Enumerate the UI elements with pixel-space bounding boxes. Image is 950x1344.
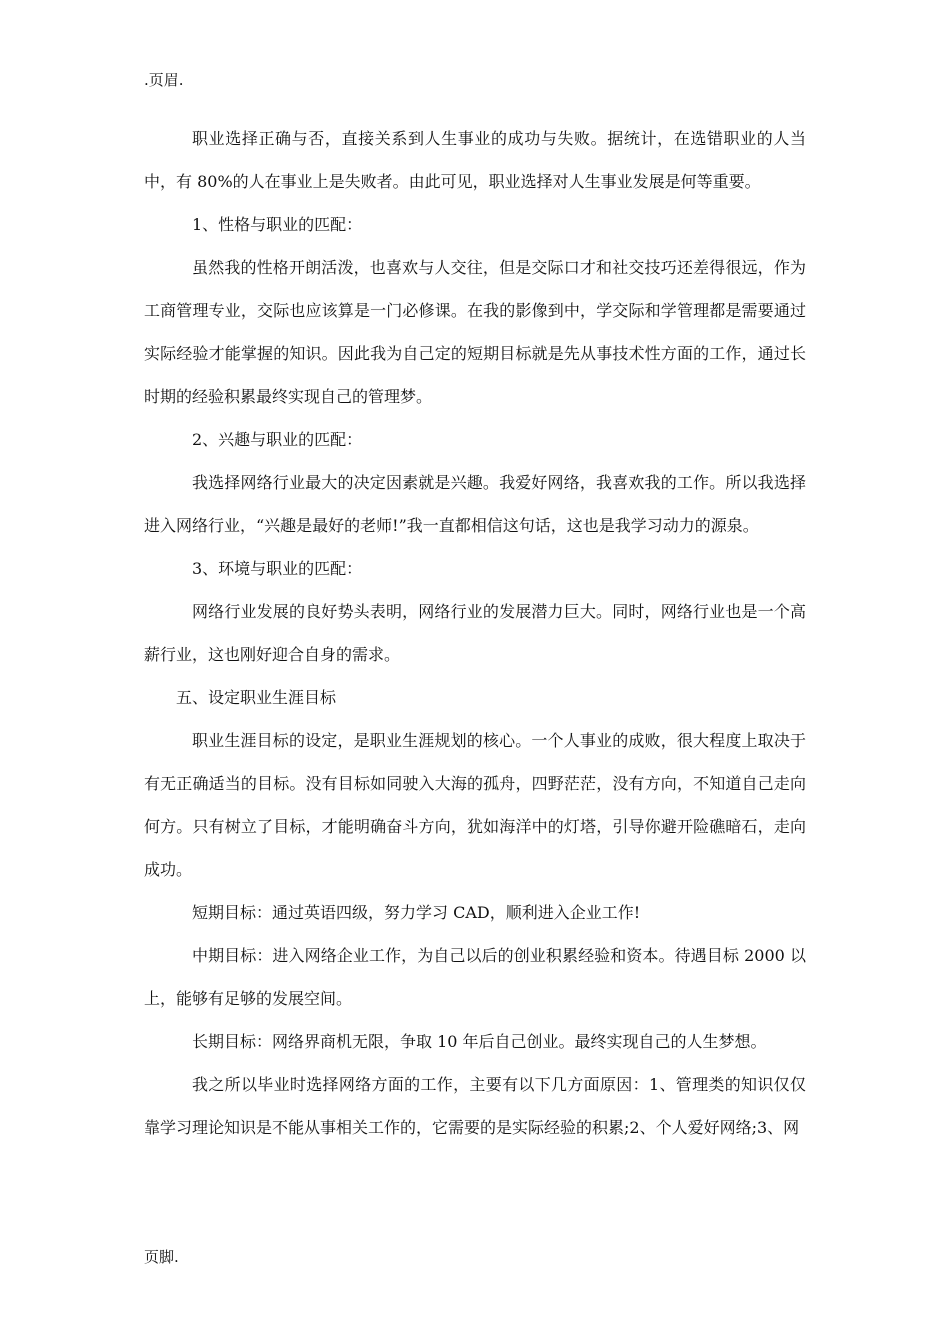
paragraph-long-term-goal: 长期目标：网络界商机无限，争取 10 年后自己创业。最终实现自己的人生梦想。 <box>192 1032 767 1051</box>
paragraph-environment: 网络行业发展的良好势头表明，网络行业的发展潜力巨大。同时，网络行业也是一个高薪行业，这也刚好迎合自身的需求。 <box>144 602 806 664</box>
paragraph-short-term-goal: 短期目标：通过英语四级，努力学习 CAD，顺利进入企业工作! <box>192 903 641 922</box>
paragraph-career-choice: 职业选择正确与否，直接关系到人生事业的成功与失败。据统计，在选错职业的人当中，有 80%的人在事业上是失败者。由此可见，职业选择对人生事业发展是何等重要。 <box>144 129 806 191</box>
heading-environment-match: 3、环境与职业的匹配： <box>192 559 363 578</box>
paragraph-personality: 虽然我的性格开朗活泼，也喜欢与人交往，但是交际口才和社交技巧还差得很远，作为工商管理专业，交际也应该算是一门必修课。在我的影像到中，学交际和学管理都是需要通过实际经验才能掌握的知识。因此我为自己定的短期目标就是先从事技术性方面的工作，通过长时期的经验积累最终实现自己的管理梦。 <box>144 258 806 406</box>
paragraph-mid-term-goal: 中期目标：进入网络企业工作，为自己以后的创业积累经验和资本。待遇目标 2000 以上，能够有足够的发展空间。 <box>144 946 806 1008</box>
heading-interest-match: 2、兴趣与职业的匹配： <box>192 430 363 449</box>
page-header: .页眉. <box>144 71 184 89</box>
section-heading-goals: 五、设定职业生涯目标 <box>176 688 337 707</box>
paragraph-interest: 我选择网络行业最大的决定因素就是兴趣。我爱好网络，我喜欢我的工作。所以我选择进入网络行业，“兴趣是最好的老师!”我一直都相信这句话，这也是我学习动力的源泉。 <box>144 473 806 535</box>
paragraph-goal-setting: 职业生涯目标的设定，是职业生涯规划的核心。一个人事业的成败，很大程度上取决于有无正确适当的目标。没有目标如同驶入大海的孤舟，四野茫茫，没有方向，不知道自己走向何方。只有树立了目标，才能明确奋斗方向，犹如海洋中的灯塔，引导你避开险礁暗石，走向成功。 <box>144 731 806 879</box>
paragraph-reasons: 我之所以毕业时选择网络方面的工作，主要有以下几方面原因：1、管理类的知识仅仅靠学习理论知识是不能从事相关工作的，它需要的是实际经验的积累;2、个人爱好网络;3、网 <box>144 1075 806 1137</box>
heading-personality-match: 1、性格与职业的匹配： <box>192 215 363 234</box>
document-body <box>144 117 806 1149</box>
page-footer: 页脚. <box>144 1248 179 1266</box>
